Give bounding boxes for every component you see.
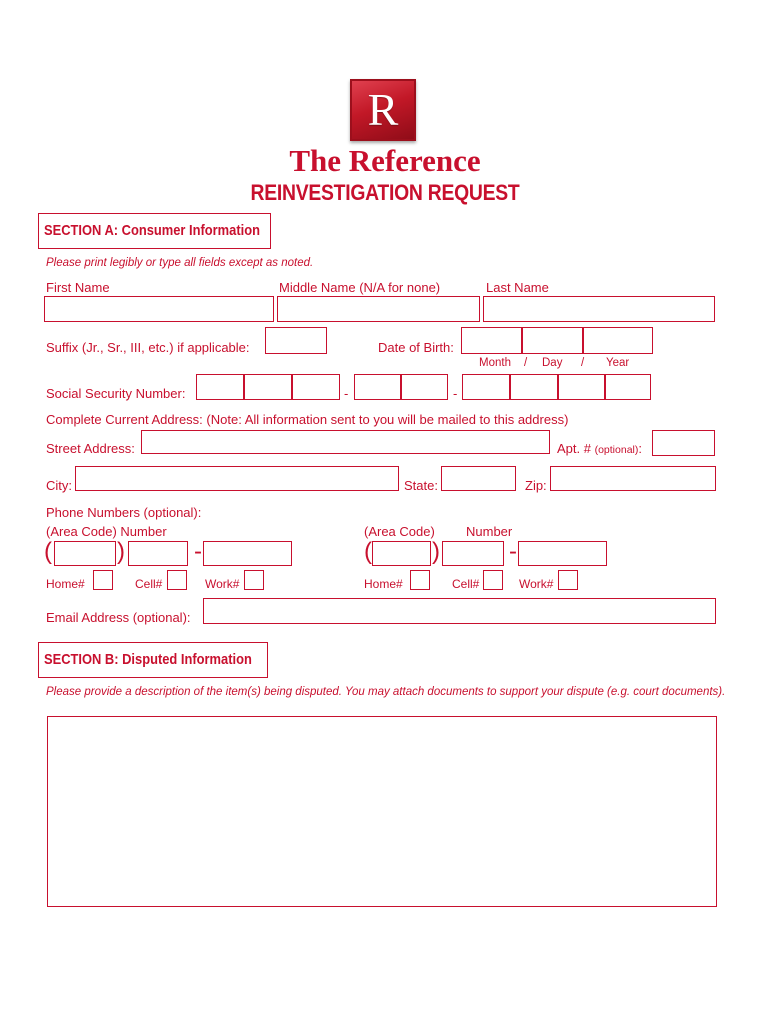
state-label: State: bbox=[404, 478, 438, 493]
city-label: City: bbox=[46, 478, 72, 493]
state-field[interactable] bbox=[441, 466, 516, 491]
first-name-label: First Name bbox=[46, 280, 110, 295]
ssn-dash: - bbox=[344, 386, 349, 401]
paren-close: ) bbox=[432, 538, 440, 565]
phone-prefix-field[interactable] bbox=[442, 541, 504, 566]
apt-label bbox=[557, 441, 642, 456]
ssn-label: Social Security Number: bbox=[46, 386, 186, 401]
work-label: Work# bbox=[519, 577, 554, 591]
paren-open: ( bbox=[44, 538, 52, 565]
middle-name-label: Middle Name (N/A for none) bbox=[279, 280, 441, 295]
ssn-digit-field[interactable] bbox=[292, 374, 340, 400]
work-label: Work# bbox=[205, 577, 240, 591]
suffix-label: Suffix (Jr., Sr., III, etc.) if applicable: bbox=[46, 340, 250, 355]
apt-label-text: Apt. # bbox=[557, 441, 591, 456]
home-label: Home# bbox=[364, 577, 403, 591]
dob-year-field[interactable] bbox=[583, 327, 653, 354]
paren-close: ) bbox=[117, 538, 125, 565]
phone-dash: - bbox=[509, 538, 517, 565]
ssn-digit-field[interactable] bbox=[462, 374, 510, 400]
apt-optional-text: (optional) bbox=[594, 444, 639, 456]
dob-label: Date of Birth: bbox=[378, 340, 454, 355]
work-checkbox[interactable] bbox=[244, 570, 264, 590]
email-label: Email Address (optional): bbox=[46, 610, 191, 625]
last-name-label: Last Name bbox=[486, 280, 549, 295]
dob-day-field[interactable] bbox=[522, 327, 583, 354]
apt-colon: : bbox=[638, 441, 642, 456]
phone-line-field[interactable] bbox=[518, 541, 607, 566]
phone-line-field[interactable] bbox=[203, 541, 292, 566]
dob-separator: / bbox=[581, 357, 585, 369]
phone-right-area-label: (Area Code) bbox=[364, 524, 435, 539]
email-field[interactable] bbox=[203, 598, 716, 624]
section-a-heading: SECTION A: Consumer Information bbox=[38, 213, 271, 249]
phone-right-number-label: Number bbox=[466, 524, 513, 539]
phone-prefix-field[interactable] bbox=[128, 541, 188, 566]
home-checkbox[interactable] bbox=[93, 570, 113, 590]
section-b-instruction: Please provide a description of the item(s) being disputed. You may attach documents to support your dispute (e.g. court documents). bbox=[46, 686, 726, 698]
address-note: Complete Current Address: (Note: All information sent to you will be mailed to this address) bbox=[46, 412, 569, 427]
dob-month-field[interactable] bbox=[461, 327, 522, 354]
dob-month-label: Month bbox=[479, 357, 511, 369]
work-checkbox[interactable] bbox=[558, 570, 578, 590]
page-title: REINVESTIGATION REQUEST bbox=[250, 180, 520, 205]
suffix-field[interactable] bbox=[265, 327, 327, 354]
section-a-instruction: Please print legibly or type all fields except as noted. bbox=[46, 257, 314, 269]
city-field[interactable] bbox=[75, 466, 399, 491]
home-label: Home# bbox=[46, 577, 85, 591]
ssn-digit-field[interactable] bbox=[196, 374, 244, 400]
logo bbox=[350, 79, 416, 141]
dob-separator: / bbox=[524, 357, 528, 369]
ssn-digit-field[interactable] bbox=[605, 374, 651, 400]
last-name-field[interactable] bbox=[483, 296, 715, 322]
phone-left-sublabel: (Area Code) Number bbox=[46, 524, 167, 539]
brand-name: The Reference bbox=[289, 143, 481, 178]
logo-letter: R bbox=[367, 84, 399, 135]
section-b-heading: SECTION B: Disputed Information bbox=[38, 642, 268, 678]
phone-label: Phone Numbers (optional): bbox=[46, 505, 202, 520]
paren-open: ( bbox=[364, 538, 372, 565]
ssn-dash: - bbox=[453, 386, 458, 401]
zip-field[interactable] bbox=[550, 466, 716, 491]
ssn-digit-field[interactable] bbox=[244, 374, 292, 400]
street-address-field[interactable] bbox=[141, 430, 550, 454]
cell-label: Cell# bbox=[135, 577, 163, 591]
dob-year-label: Year bbox=[606, 357, 630, 369]
cell-checkbox[interactable] bbox=[167, 570, 187, 590]
phone-area-code-field[interactable] bbox=[54, 541, 116, 566]
phone-dash: - bbox=[194, 538, 202, 565]
ssn-digit-field[interactable] bbox=[558, 374, 605, 400]
ssn-digit-field[interactable] bbox=[510, 374, 558, 400]
ssn-digit-field[interactable] bbox=[401, 374, 448, 400]
middle-name-field[interactable] bbox=[277, 296, 480, 322]
phone-area-code-field[interactable] bbox=[372, 541, 431, 566]
cell-label: Cell# bbox=[452, 577, 480, 591]
dispute-description-field[interactable] bbox=[47, 716, 717, 907]
street-address-label: Street Address: bbox=[46, 441, 135, 456]
apt-field[interactable] bbox=[652, 430, 715, 456]
cell-checkbox[interactable] bbox=[483, 570, 503, 590]
first-name-field[interactable] bbox=[44, 296, 274, 322]
zip-label: Zip: bbox=[525, 478, 547, 493]
dob-day-label: Day bbox=[542, 357, 563, 369]
home-checkbox[interactable] bbox=[410, 570, 430, 590]
ssn-digit-field[interactable] bbox=[354, 374, 401, 400]
